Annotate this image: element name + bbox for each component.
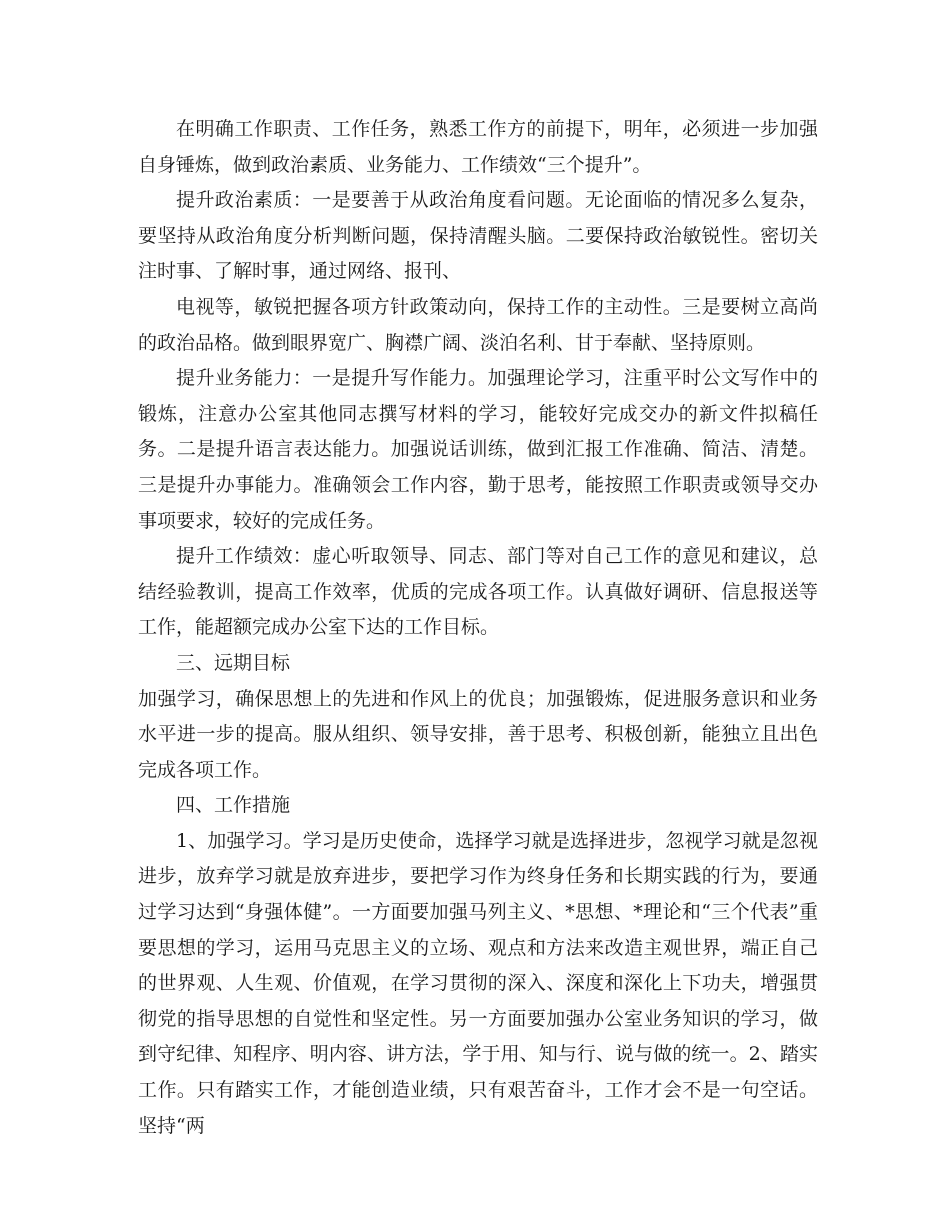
paragraph-self-improvement: 在明确工作职责、工作任务，熟悉工作方的前提下，明年，必须进一步加强自身锤炼，做到政治素质、业务能力、工作绩效“三个提升”。 — [138, 118, 818, 176]
paragraph-business-ability: 提升业务能力：一是提升写作能力。加强理论学习，注重平时公文写作中的锻炼，注意办公室其他同志撰写材料的学习，能较好完成交办的新文件拟稿任务。二是提升语言表达能力。加强说话训练，做到汇报工作准确、简洁、清楚。三是提升办事能力。准确领会工作内容，勤于思考，能按照工作职责或领导交办事项要求，较好的完成任务。 — [138, 367, 818, 532]
paragraph-political-quality-continued: 电视等，敏锐把握各项方针政策动向，保持工作的主动性。三是要树立高尚的政治品格。做到眼界宽广、胸襟广阔、淡泊名利、甘于奉献、坚持原则。 — [138, 295, 818, 354]
paragraph-work-performance: 提升工作绩效：虚心听取领导、同志、部门等对自己工作的意见和建议，总结经验教训，提高工作效率，优质的完成各项工作。认真做好调研、信息报送等工作，能超额完成办公室下达的工作目标。 — [138, 545, 818, 639]
paragraph-political-quality: 提升政治素质：一是要善于从政治角度看问题。无论面临的情况多么复杂，要坚持从政治角度分析判断问题，保持清醒头脑。二要保持政治敏锐性。密切关注时事、了解时事，通过网络、报刊、 — [138, 189, 818, 283]
heading-long-term-goals: 三、远期目标 — [176, 651, 291, 674]
paragraph-work-measures: 1、加强学习。学习是历史使命，选择学习就是选择进步，忽视学习就是忽视进步，放弃学习就是放弃进步，要把学习作为终身任务和长期实践的行为，要通过学习达到“身强体健”。一方面要加强马列主义、*思想、*理论和“三个代表”重要思想的学习，运用马克思主义的立场、观点和方法来改造主观世界，端正自己的世界观、人生观、价值观，在学习贯彻的深入、深度和深化上下功夫，增强贯彻党的指导思想的自觉性和坚定性。另一方面要加强办公室业务知识的学习，做到守纪律、知程序、明内容、讲方法，学于用、知与行、说与做的统一。2、踏实工作。只有踏实工作，才能创造业绩，只有艰苦奋斗，工作才会不是一句空话。坚持“两 — [138, 829, 818, 1137]
paragraph-long-term-goals: 加强学习，确保思想上的先进和作风上的优良；加强锻炼，促进服务意识和业务水平进一步的提高。服从组织、领导安排，善于思考、积极创新，能独立且出色完成各项工作。 — [138, 687, 818, 781]
heading-work-measures: 四、工作措施 — [176, 794, 291, 817]
document-body — [138, 112, 818, 1144]
